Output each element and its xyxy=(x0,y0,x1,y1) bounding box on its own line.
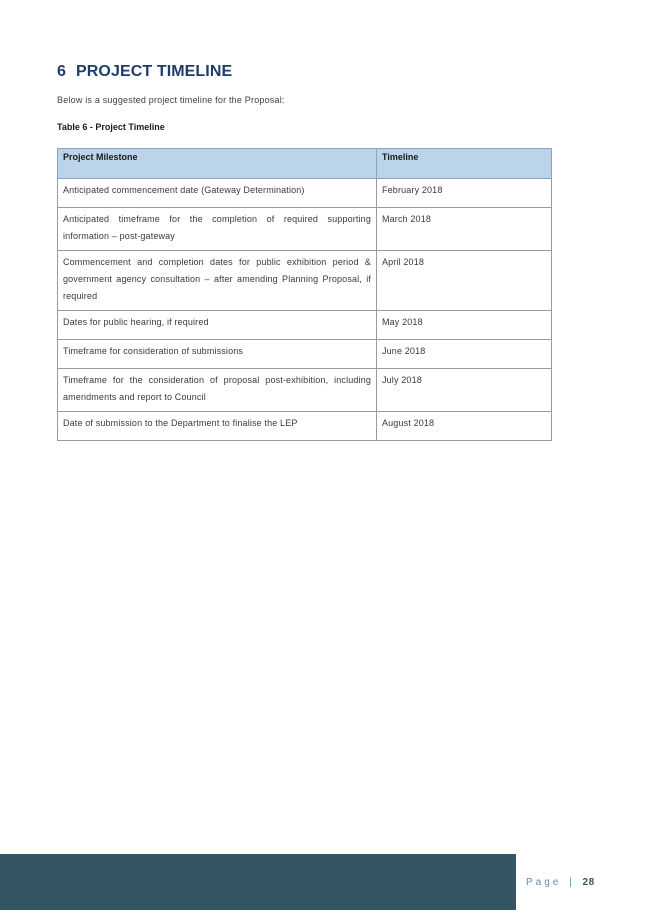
milestone-cell: Timeframe for the consideration of proposal post-exhibition, including amendments and report to Council xyxy=(58,369,377,412)
milestone-cell: Date of submission to the Department to finalise the LEP xyxy=(58,412,377,441)
footer-bar xyxy=(0,854,516,910)
milestone-cell: Anticipated commencement date (Gateway Determination) xyxy=(58,179,377,208)
milestone-cell: Anticipated timeframe for the completion of required supporting information – post-gateway xyxy=(58,208,377,251)
milestone-cell: Commencement and completion dates for public exhibition period & government agency consultation – after amending Planning Proposal, if required xyxy=(58,251,377,311)
section-title: PROJECT TIMELINE xyxy=(76,63,233,80)
timeline-cell: August 2018 xyxy=(377,412,552,441)
header-timeline: Timeline xyxy=(377,149,552,179)
table-row xyxy=(58,251,552,311)
table-row xyxy=(58,369,552,412)
page-number: 28 xyxy=(582,877,595,888)
table-row xyxy=(58,340,552,369)
timeline-cell: April 2018 xyxy=(377,251,552,311)
page-number-label xyxy=(526,877,595,888)
intro-text: Below is a suggested project timeline for the Proposal: xyxy=(57,95,285,105)
timeline-cell: July 2018 xyxy=(377,369,552,412)
table-row xyxy=(58,208,552,251)
table-header-row xyxy=(58,149,552,179)
page-separator: | xyxy=(569,877,575,888)
timeline-cell: March 2018 xyxy=(377,208,552,251)
timeline-cell: February 2018 xyxy=(377,179,552,208)
timeline-cell: June 2018 xyxy=(377,340,552,369)
table-row xyxy=(58,311,552,340)
table-caption: Table 6 - Project Timeline xyxy=(57,122,165,132)
table-row xyxy=(58,179,552,208)
milestone-cell: Dates for public hearing, if required xyxy=(58,311,377,340)
page-word: Page xyxy=(526,877,562,888)
section-number: 6 xyxy=(57,63,66,80)
timeline-cell: May 2018 xyxy=(377,311,552,340)
milestone-cell: Timeframe for consideration of submissions xyxy=(58,340,377,369)
table-row xyxy=(58,412,552,441)
section-heading xyxy=(57,63,232,81)
project-timeline-table xyxy=(57,148,552,441)
header-project-milestone: Project Milestone xyxy=(58,149,377,179)
